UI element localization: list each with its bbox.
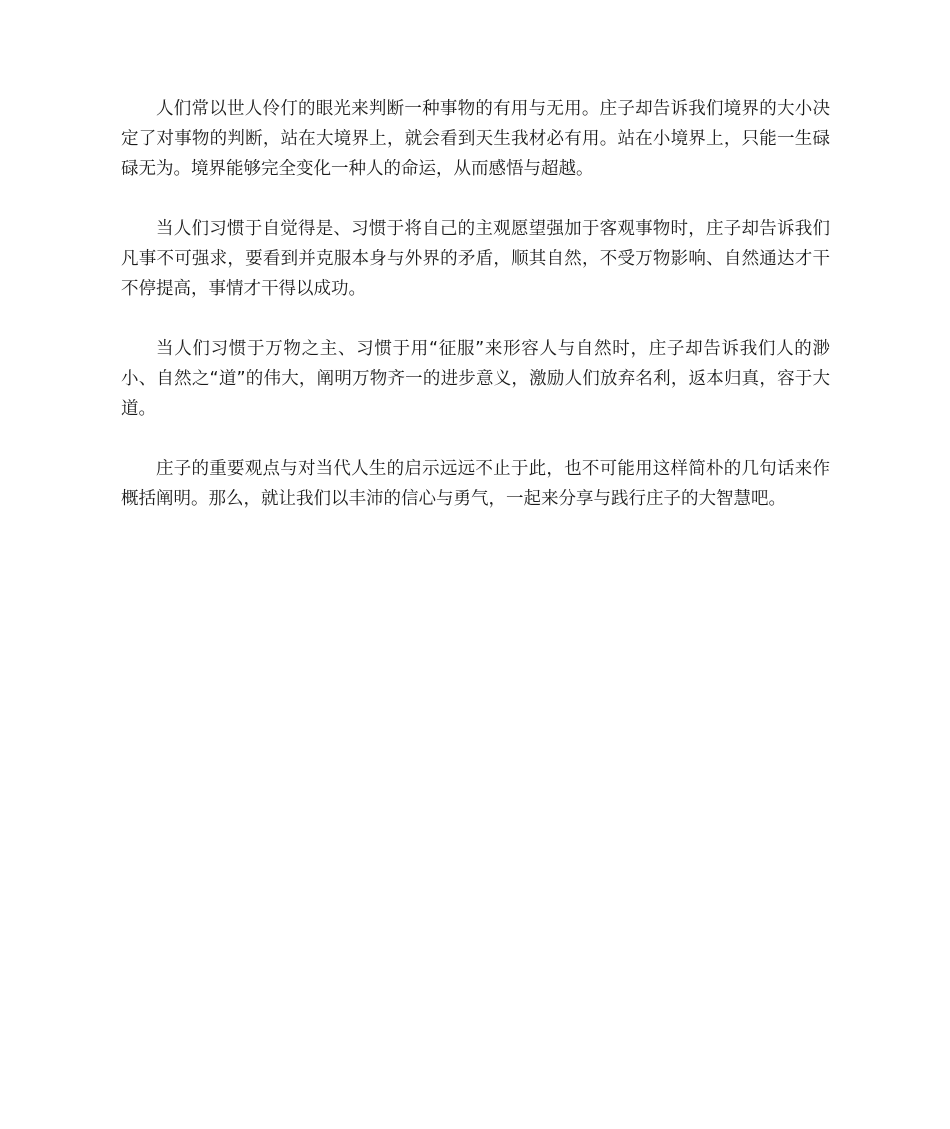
paragraph: 人们常以世人伶仃的眼光来判断一种事物的有用与无用。庄子却告诉我们境界的大小决定了对事物的判断，站在大境界上，就会看到天生我材必有用。站在小境界上，只能一生碌碌无为。境界能够完全变化一种人的命运，从而感悟与超越。 (121, 99, 830, 179)
document-page (121, 94, 830, 544)
paragraph: 庄子的重要观点与对当代人生的启示远远不止于此，也不可能用这样简朴的几句话来作概括阐明。那么，就让我们以丰沛的信心与勇气，一起来分享与践行庄子的大智慧吧。 (121, 459, 830, 509)
paragraph: 当人们习惯于万物之主、习惯于用“征服”来形容人与自然时，庄子却告诉我们人的渺小、自然之“道”的伟大，阐明万物齐一的进步意义，激励人们放弃名利，返本归真，容于大道。 (121, 339, 830, 419)
paragraph: 当人们习惯于自觉得是、习惯于将自己的主观愿望强加于客观事物时，庄子却告诉我们凡事不可强求，要看到并克服本身与外界的矛盾，顺其自然，不受万物影响、自然通达才干不停提高，事情才干得以成功。 (121, 219, 830, 299)
